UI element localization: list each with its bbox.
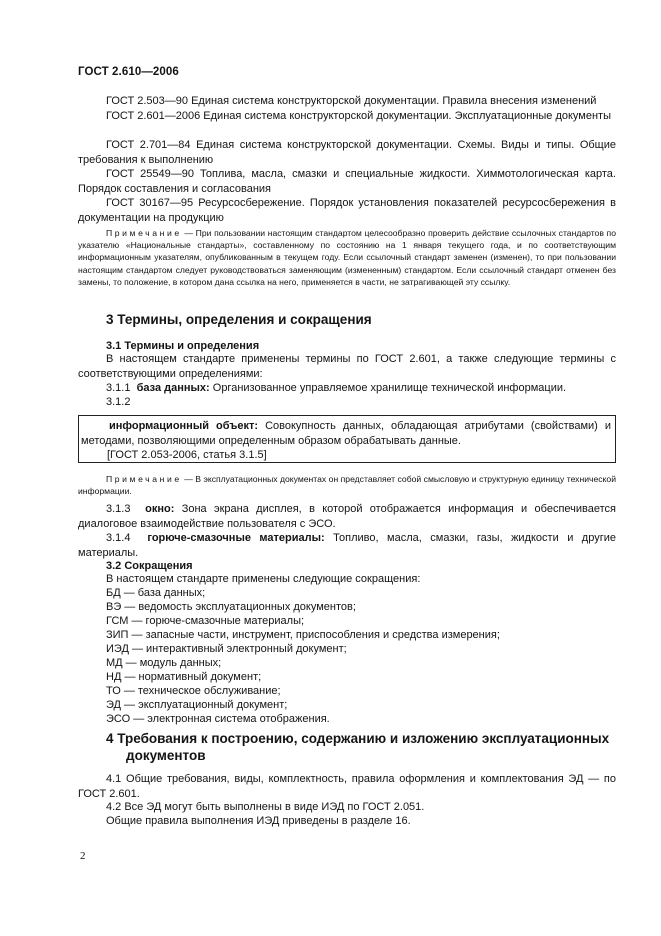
term-3-1-1 — [106, 381, 566, 395]
term-3-1-2-number: 3.1.2 — [106, 396, 131, 408]
section-3-heading: 3 Термины, определения и сокращения — [106, 312, 372, 327]
term-definition: Топливо, масла, смазки, газы, жидкости и другие материалы. — [78, 532, 616, 559]
ref-gost-30167: ГОСТ 30167—95 Ресурсосбережение. Порядок установления показателей ресурсосбережения в документации на продукцию — [78, 197, 616, 224]
ref-gost-2701: ГОСТ 2.701—84 Единая система конструкторской документации. Схемы. Виды и типы. Общие требования к выполнению — [78, 139, 616, 166]
note-info-object — [78, 473, 616, 497]
term-number: 3.1.3 — [106, 503, 131, 515]
subsection-3-1-heading: 3.1 Термины и определения — [106, 340, 260, 352]
subsection-3-2-intro: В настоящем стандарте применены следующие сокращения: — [106, 573, 421, 585]
abbrev-item: МД — модуль данных; — [106, 657, 222, 669]
box-term-name: информационный объект: — [109, 420, 259, 432]
term-name: окно: — [145, 503, 175, 515]
page-number: 2 — [80, 850, 86, 862]
abbrev-item: БД — база данных; — [106, 587, 206, 599]
term-name: горюче-смазочные материалы: — [147, 532, 325, 544]
document-header: ГОСТ 2.610—2006 — [78, 66, 179, 78]
abbrev-item: ГСМ — горюче-смазочные материалы; — [106, 615, 305, 627]
note-label: Примечание — [106, 474, 182, 484]
term-name: база данных: — [136, 382, 210, 394]
note-text: — При пользовании настоящим стандартом целесообразно проверить действие ссылочных стандартов по указателю «Национальные стандарты», составленному по состоянию на 1 января текущего года, и по соответствующим информационным указателям, опубликованным в текущем году. Если ссылочный стандарт заменен (изменен), то при пользовании настоящим стандартом следует руководствоваться заменяющим (измененным) стандартом. Если ссылочный стандарт отменен без замены, то положение, в котором дана ссылка на него, применяется в части, не затрагивающей эту ссылку. — [78, 228, 616, 287]
ref-gost-2503: ГОСТ 2.503—90 Единая система конструкторской документации. Правила внесения изменений — [106, 95, 597, 107]
term-number: 3.1.1 — [106, 382, 131, 394]
box-term-reference: [ГОСТ 2.053-2006, статья 3.1.5] — [107, 449, 267, 461]
box-term-definition: Совокупность данных, обладающая атрибутами (свойствами) и методами, позволяющими определенным образом обрабатывать данные. — [81, 420, 611, 447]
term-number: 3.1.4 — [106, 532, 131, 544]
ref-gost-25549: ГОСТ 25549—90 Топлива, масла, смазки и специальные жидкости. Химмотологическая карта. Порядок составления и согласования — [78, 168, 616, 195]
term-definition: Зона экрана дисплея, в которой отображается информация и обеспечивается диалоговое взаимодействие пользователя с ЭСО. — [78, 503, 616, 530]
note-text: — В эксплуатационных документах он представляет собой смысловую и структурную единицу технической информации. — [78, 474, 616, 497]
section-4-heading — [106, 730, 609, 764]
paragraph-4-3: Общие правила выполнения ИЭД приведены в разделе 16. — [106, 815, 411, 827]
box-term — [81, 419, 611, 449]
term-3-1-4 — [78, 531, 616, 561]
section-4-heading-line2: документов — [126, 748, 206, 763]
ref-gost-2601: ГОСТ 2.601—2006 Единая система конструкторской документации. Эксплуатационные документы — [106, 110, 612, 122]
abbrev-item: ЭД — эксплуатационный документ; — [106, 699, 288, 711]
note-label: Примечание — [106, 228, 182, 238]
abbrev-item: ИЭД — интерактивный электронный документ; — [106, 643, 347, 655]
abbrev-item: ТО — техническое обслуживание; — [106, 685, 281, 697]
abbrev-item: ЭСО — электронная система отображения. — [106, 713, 330, 725]
abbrev-item: ЗИП — запасные части, инструмент, приспособления и средства измерения; — [106, 629, 500, 641]
paragraph-4-1: 4.1 Общие требования, виды, комплектность, правила оформления и комплектования ЭД — по ГОСТ 2.601. — [78, 773, 616, 800]
abbrev-item: ВЭ — ведомость эксплуатационных документов; — [106, 601, 356, 613]
abbrev-item: НД — нормативный документ; — [106, 671, 262, 683]
term-definition-box — [78, 415, 616, 463]
term-definition: Организованное управляемое хранилище технической информации. — [209, 382, 567, 394]
term-3-1-3 — [78, 502, 616, 532]
subsection-3-1-intro: В настоящем стандарте применены термины по ГОСТ 2.601, а также следующие термины с соответствующими определениями: — [78, 353, 616, 380]
section-4-heading-line1: 4 Требования к построению, содержанию и изложению эксплуатационных — [106, 731, 610, 746]
note-references — [78, 227, 616, 288]
paragraph-4-2: 4.2 Все ЭД могут быть выполнены в виде ИЭД по ГОСТ 2.051. — [106, 801, 425, 813]
subsection-3-2-heading: 3.2 Сокращения — [106, 560, 193, 572]
